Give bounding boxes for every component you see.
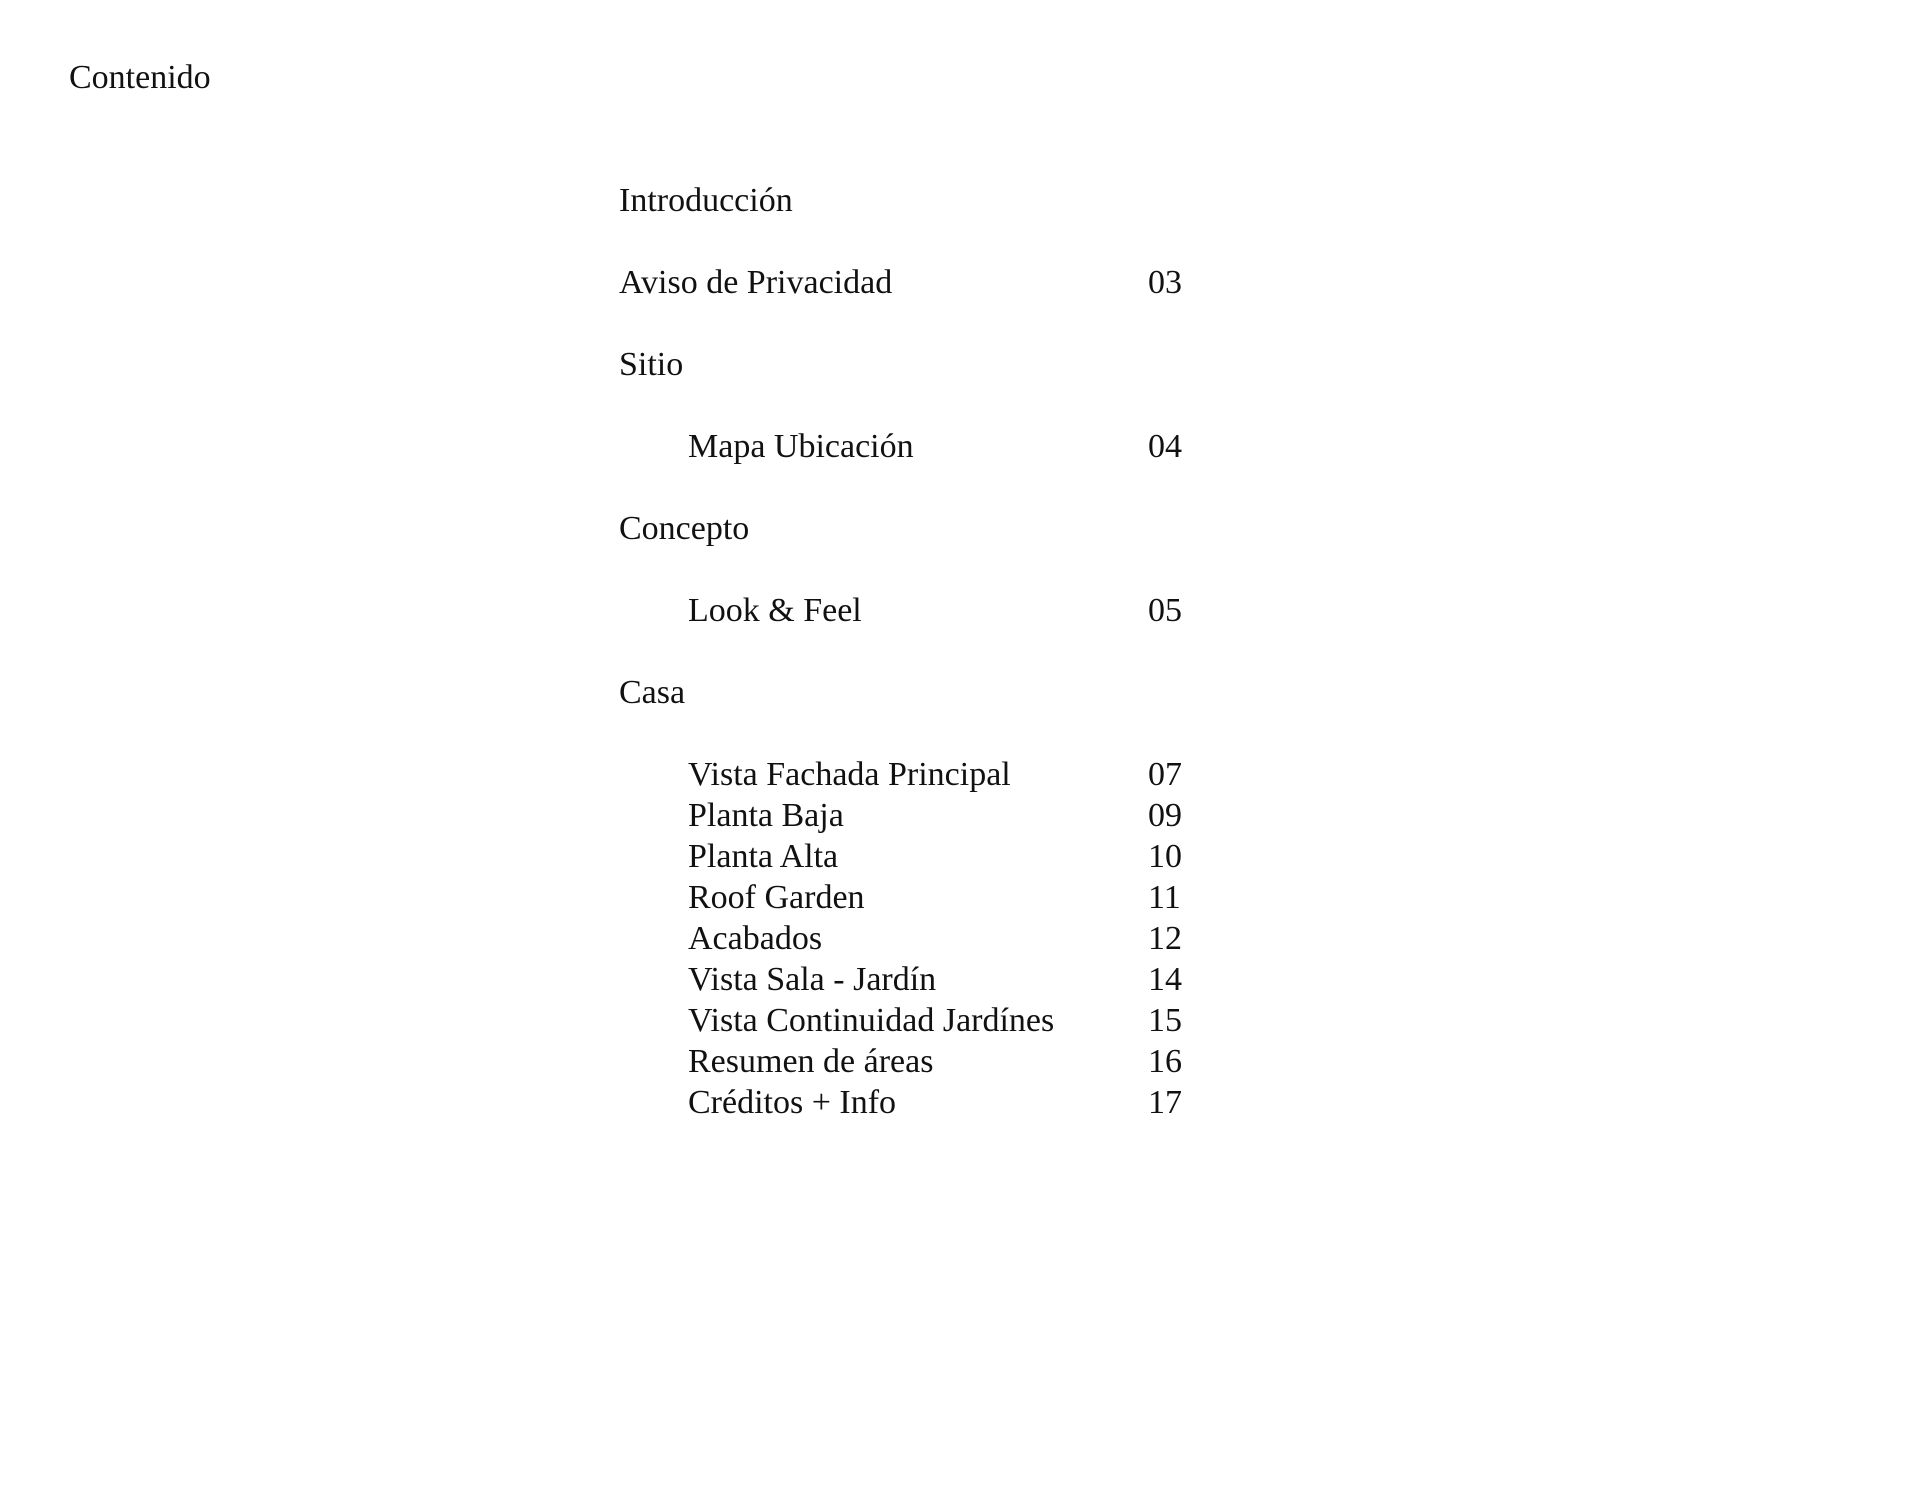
toc-entry-label: Planta Baja xyxy=(688,797,844,834)
toc-entry-creditos-info[interactable] xyxy=(619,1083,1182,1123)
toc-entry-casa[interactable] xyxy=(619,673,1179,713)
toc-entry-page-number: 15 xyxy=(1148,1002,1182,1039)
toc-entry-page-number: 09 xyxy=(1148,797,1182,834)
toc-entry-label: Resumen de áreas xyxy=(688,1043,934,1080)
toc-entry-label: Aviso de Privacidad xyxy=(619,264,893,301)
toc-entry-page-number: 17 xyxy=(1148,1084,1182,1121)
toc-entry-label: Look & Feel xyxy=(688,592,862,629)
toc-entry-page-number: 07 xyxy=(1148,756,1182,793)
toc-entry-mapa-ubicacion[interactable] xyxy=(619,427,1182,467)
toc-entry-label: Vista Sala - Jardín xyxy=(688,961,937,998)
toc-entry-page-number: 05 xyxy=(1148,592,1182,629)
toc-entry-label: Roof Garden xyxy=(688,879,865,916)
toc-entry-label: Mapa Ubicación xyxy=(688,428,914,465)
toc-entry-label: Créditos + Info xyxy=(688,1084,897,1121)
toc-entry-vista-sala-jardin[interactable] xyxy=(619,960,1182,1000)
toc-entry-page-number: 12 xyxy=(1148,920,1182,957)
toc-entry-introduccion[interactable] xyxy=(619,181,1179,221)
toc-entry-label: Vista Fachada Principal xyxy=(688,756,1011,793)
page-title: Contenido xyxy=(69,59,211,96)
toc-entry-concepto[interactable] xyxy=(619,509,1179,549)
toc-entry-label: Acabados xyxy=(688,920,823,957)
toc-entry-page-number: 16 xyxy=(1148,1043,1182,1080)
toc-entry-label: Sitio xyxy=(619,346,684,383)
table-of-contents xyxy=(619,0,1182,1487)
toc-entry-vista-fachada-principal[interactable] xyxy=(619,755,1182,795)
toc-entry-label: Introducción xyxy=(619,182,793,219)
toc-entry-page-number: 04 xyxy=(1148,428,1182,465)
toc-entry-resumen-de-areas[interactable] xyxy=(619,1042,1182,1082)
toc-entry-label: Concepto xyxy=(619,510,750,547)
toc-entry-page-number: 11 xyxy=(1148,879,1181,916)
toc-entry-page-number: 03 xyxy=(1148,264,1182,301)
toc-entry-page-number: 14 xyxy=(1148,961,1182,998)
toc-entry-label: Planta Alta xyxy=(688,838,839,875)
toc-entry-look-and-feel[interactable] xyxy=(619,591,1182,631)
toc-entry-vista-continuidad-jardines[interactable] xyxy=(619,1001,1182,1041)
toc-entry-planta-baja[interactable] xyxy=(619,796,1182,836)
toc-entry-label: Casa xyxy=(619,674,686,711)
toc-entry-planta-alta[interactable] xyxy=(619,837,1182,877)
toc-entry-acabados[interactable] xyxy=(619,919,1182,959)
toc-entry-roof-garden[interactable] xyxy=(619,878,1179,918)
toc-entry-label: Vista Continuidad Jardínes xyxy=(688,1002,1055,1039)
toc-entry-aviso-de-privacidad[interactable] xyxy=(619,263,1182,303)
toc-entry-sitio[interactable] xyxy=(619,345,1179,385)
toc-entry-page-number: 10 xyxy=(1148,838,1182,875)
